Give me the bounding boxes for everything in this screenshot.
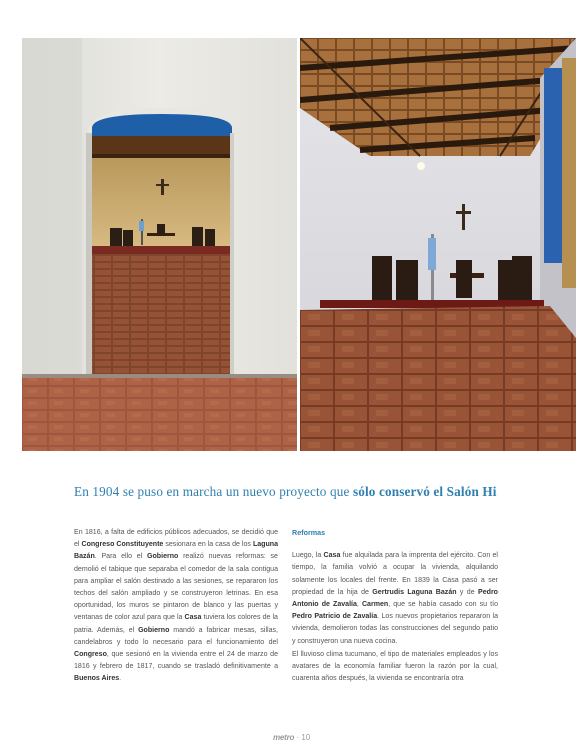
text-run: sesionara en la casa de los bbox=[163, 541, 253, 549]
bold-run: Congreso Constituyente bbox=[81, 541, 164, 549]
bold-run: Gobierno bbox=[147, 553, 179, 561]
bold-run: Gobierno bbox=[138, 626, 170, 634]
text-run: , bbox=[356, 601, 362, 609]
section-subhead: Reformas bbox=[292, 528, 326, 537]
paragraph bbox=[292, 550, 498, 648]
headline-prefix: En 1904 se puso en marcha un nuevo proyecto que bbox=[74, 484, 353, 499]
text-run: . bbox=[119, 675, 122, 683]
headline-bold: sólo conservó el Salón Hi bbox=[352, 484, 497, 499]
bold-run: Congreso bbox=[74, 651, 107, 659]
page-number: 10 bbox=[301, 733, 311, 742]
text-run: En 1816, a falta de edificios públicos adecuados, se decidió que el bbox=[74, 529, 278, 549]
text-run: , que se había casado con su tío bbox=[388, 601, 498, 609]
text-run: fue alquilada para la imprenta del ejército. Con el tiempo, la familia volvió a ocupar la vivienda, alquilando solamente los locales del frente. En 1839 la Casa pasó a ser propiedad de la hija de bbox=[292, 552, 498, 596]
footer-separator: · bbox=[294, 733, 302, 742]
text-run: Luego, la bbox=[292, 552, 324, 560]
body-column-right bbox=[292, 527, 498, 686]
bold-run: Carmen bbox=[361, 601, 389, 609]
headline bbox=[74, 484, 576, 500]
page-footer bbox=[273, 733, 310, 742]
bold-run: Pedro Antonio de Zavalía bbox=[292, 588, 498, 609]
bold-run: Casa bbox=[184, 614, 202, 622]
bold-run: Laguna Bazán bbox=[74, 541, 278, 561]
text-run: y de bbox=[456, 588, 479, 596]
bold-run: Casa bbox=[323, 552, 341, 560]
text-run: , que sesionó en la vivienda entre el 24 de marzo de 1816 y febrero de 1817, cuando se trasladó definitivamente a bbox=[74, 651, 278, 671]
paragraph bbox=[74, 527, 278, 686]
text-run: . Para ello el bbox=[94, 553, 148, 561]
bold-run: Gertrudis Laguna Bazán bbox=[372, 588, 457, 596]
hall-photo bbox=[300, 38, 576, 451]
text-run: . Los nuevos propietarios repararon la vivienda, demolieron todas las construcciones del segundo patio y construyeron una nueva cocina. bbox=[292, 613, 498, 645]
doorway-photo bbox=[22, 38, 297, 451]
bold-run: Pedro Patricio de Zavalía bbox=[292, 613, 378, 621]
paragraph: El lluvioso clima tucumano, el tipo de materiales empleados y los avatares de la economía familiar fueron la razón por la cual, cuarenta años después, la vivienda se encontraría otra bbox=[292, 650, 498, 683]
text-run: mandó a fabricar mesas, sillas, candelabros y todo lo necesario para el funcionamiento del bbox=[74, 626, 278, 646]
text-run: realizó nuevas reformas: se demolió el tabique que separaba el comedor de la sala contigua para ampliar el salón destinado a las sesiones, se repararon los techos del salón ampliado y se construyeron letrinas. En esa oportunidad, los muros se pintaron de blanco y las puertas y ventanas de color azul para que la bbox=[74, 553, 278, 622]
bold-run: Buenos Aires bbox=[74, 675, 120, 683]
magazine-brand: metro bbox=[273, 733, 295, 742]
text-run: tuviera los colores de la patria. Además, el bbox=[74, 614, 278, 634]
body-column-left bbox=[74, 527, 278, 687]
